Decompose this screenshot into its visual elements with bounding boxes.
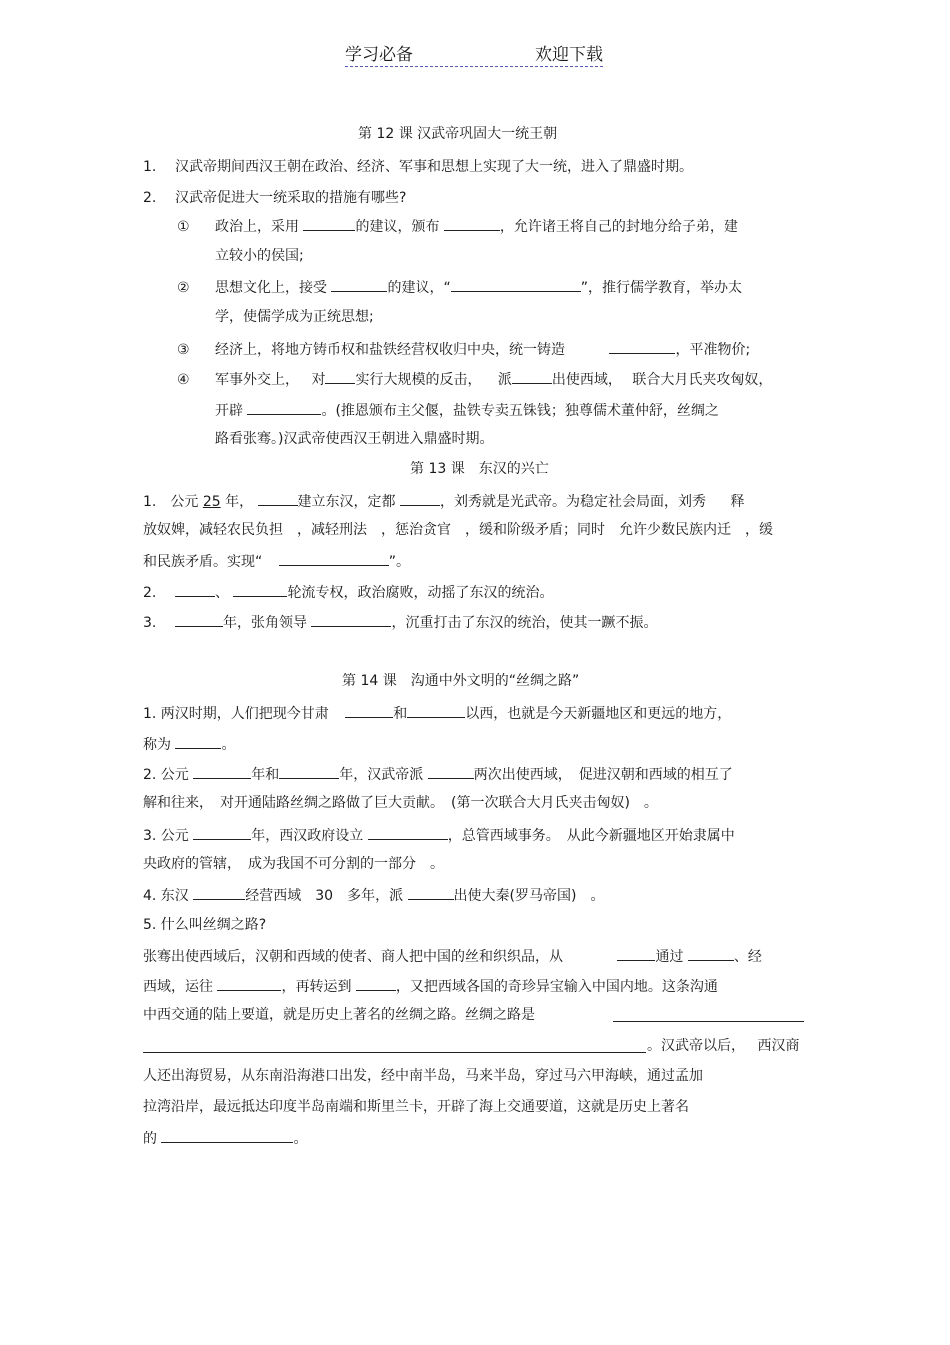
answer-blank[interactable]	[193, 885, 245, 900]
answer-blank-long[interactable]	[613, 1007, 804, 1022]
answer-blank[interactable]	[512, 369, 552, 384]
l12-q2: 2. 汉武帝促进大一统采取的措施有哪些?	[143, 190, 407, 206]
answer-blank[interactable]	[408, 885, 454, 900]
answer-blank[interactable]	[303, 216, 355, 231]
l12-q1: 1. 汉武帝期间西汉王朝在政治、经济、军事和思想上实现了大一统，进入了鼎盛时期。	[143, 159, 693, 175]
l14-para-3: 中西交通的陆上要道，就是历史上著名的丝绸之路。丝绸之路是	[143, 1007, 535, 1023]
answer-blank[interactable]	[193, 825, 251, 840]
l14-para-1: 张骞出使西域后，汉朝和西域的使者、商人把中国的丝和织织品，从 通过 、经	[143, 946, 762, 966]
lesson-14-title: 第 14 课 沟通中外文明的“丝绸之路”	[342, 673, 580, 689]
l14-para-6: 拉湾沿岸，最远抵达印度半岛南端和斯里兰卡，开辟了海上交通要道，这就是历史上著名	[143, 1099, 689, 1115]
answer-blank[interactable]	[325, 369, 355, 384]
answer-blank[interactable]	[311, 612, 391, 627]
answer-blank[interactable]	[356, 976, 396, 991]
answer-blank[interactable]	[247, 400, 321, 415]
answer-blank[interactable]	[407, 703, 465, 718]
l14-q1-cont: 称为 。	[143, 734, 235, 754]
answer-blank[interactable]	[368, 825, 448, 840]
l14-q3-cont: 央政府的管辖， 成为我国不可分割的一部分 。	[143, 856, 444, 872]
l14-para-2: 西域，运往 ，再转运到 ，又把西域各国的奇珍异宝输入中国内地。这条沟通	[143, 976, 718, 996]
l14-q5: 5. 什么叫丝绸之路?	[143, 917, 267, 933]
l13-q3: 3. 年，张角领导 ，沉重打击了东汉的统治，使其一蹶不振。	[143, 612, 657, 632]
l14-q2-cont: 解和往来， 对开通陆路丝绸之路做了巨大贡献。 (第一次联合大月氏夹击匈奴) 。	[143, 795, 658, 811]
l14-q1: 1. 两汉时期，人们把现今甘肃 和 以西，也就是今天新疆地区和更远的地方，	[143, 703, 731, 723]
l13-q2: 2. 、 轮流专权，政治腐败，动摇了东汉的统治。	[143, 582, 553, 602]
answer-blank[interactable]	[279, 764, 339, 779]
answer-blank[interactable]	[428, 764, 474, 779]
l14-q4: 4. 东汉 经营西域 30 多年，派 出使大秦(罗马帝国) 。	[143, 885, 604, 905]
l13-q1-cont2: 和民族矛盾。实现“ ”。	[143, 551, 410, 571]
answer-blank[interactable]	[217, 976, 281, 991]
l12-item-2: ② 思想文化上，接受 的建议，“ ”，推行儒学教育，举办太	[177, 277, 742, 297]
year-underlined: 25	[202, 494, 221, 510]
answer-blank[interactable]	[233, 582, 287, 597]
answer-blank[interactable]	[175, 734, 221, 749]
answer-blank[interactable]	[451, 277, 581, 292]
lesson-12-title: 第 12 课 汉武帝巩固大一统王朝	[358, 126, 558, 142]
header-right-text: 欢迎下载	[535, 45, 603, 65]
l12-item-4-cont: 开辟 。(推恩颁布主父偃，盐铁专卖五铢钱；独尊儒术董仲舒，丝绸之	[215, 400, 719, 420]
answer-blank[interactable]	[617, 946, 655, 961]
l12-item-4: ④ 军事外交上， 对 实行大规模的反击， 派 出使西域， 联合大月氏夹攻匈奴，	[177, 369, 772, 389]
l12-summary: 路看张骞。)汉武帝使西汉王朝进入鼎盛时期。	[215, 431, 494, 447]
l12-item-3: ③ 经济上，将地方铸币权和盐铁经营权收归中央，统一铸造 ，平准物价;	[177, 339, 750, 359]
l12-item-2-cont: 学，使儒学成为正统思想;	[215, 309, 374, 325]
answer-blank[interactable]	[331, 277, 387, 292]
l13-q1-cont: 放奴婢，减轻农民负担 ，减轻刑法 ，惩治贪官 ，缓和阶级矛盾；同时 允许少数民族内迁 ，缓	[143, 522, 773, 538]
answer-blank[interactable]	[400, 491, 440, 506]
l14-q2: 2. 公元 年和 年，汉武帝派 两次出使西域， 促进汉朝和西域的相互了	[143, 764, 733, 784]
answer-blank[interactable]	[609, 339, 675, 354]
answer-blank[interactable]	[161, 1128, 293, 1143]
answer-blank[interactable]	[193, 764, 251, 779]
l14-para-5: 人还出海贸易，从东南沿海港口出发，经中南半岛，马来半岛，穿过马六甲海峡，通过孟加	[143, 1068, 703, 1084]
l14-para-4: 。汉武帝以后， 西汉商	[647, 1038, 800, 1054]
l12-item-1-cont: 立较小的侯国;	[215, 248, 304, 264]
lesson-13-title: 第 13 课 东汉的兴亡	[410, 461, 549, 477]
l13-q1: 1. 公元 25 年， 建立东汉，定都 ，刘秀就是光武帝。为稳定社会局面，刘秀 释	[143, 491, 744, 511]
l14-para-7: 的 。	[143, 1128, 307, 1148]
answer-blank[interactable]	[444, 216, 500, 231]
page-header	[345, 40, 603, 67]
header-left-text: 学习必备	[345, 45, 413, 65]
answer-blank[interactable]	[279, 551, 389, 566]
answer-blank[interactable]	[688, 946, 734, 961]
answer-blank-long[interactable]	[143, 1038, 646, 1053]
answer-blank[interactable]	[175, 582, 215, 597]
l14-q3: 3. 公元 年，西汉政府设立 ，总管西域事务。 从此今新疆地区开始隶属中	[143, 825, 735, 845]
l12-item-1: ① 政治上，采用 的建议，颁布 ，允许诸王将自己的封地分给子弟，建	[177, 216, 738, 236]
answer-blank[interactable]	[345, 703, 393, 718]
answer-blank[interactable]	[175, 612, 223, 627]
answer-blank[interactable]	[258, 491, 298, 506]
